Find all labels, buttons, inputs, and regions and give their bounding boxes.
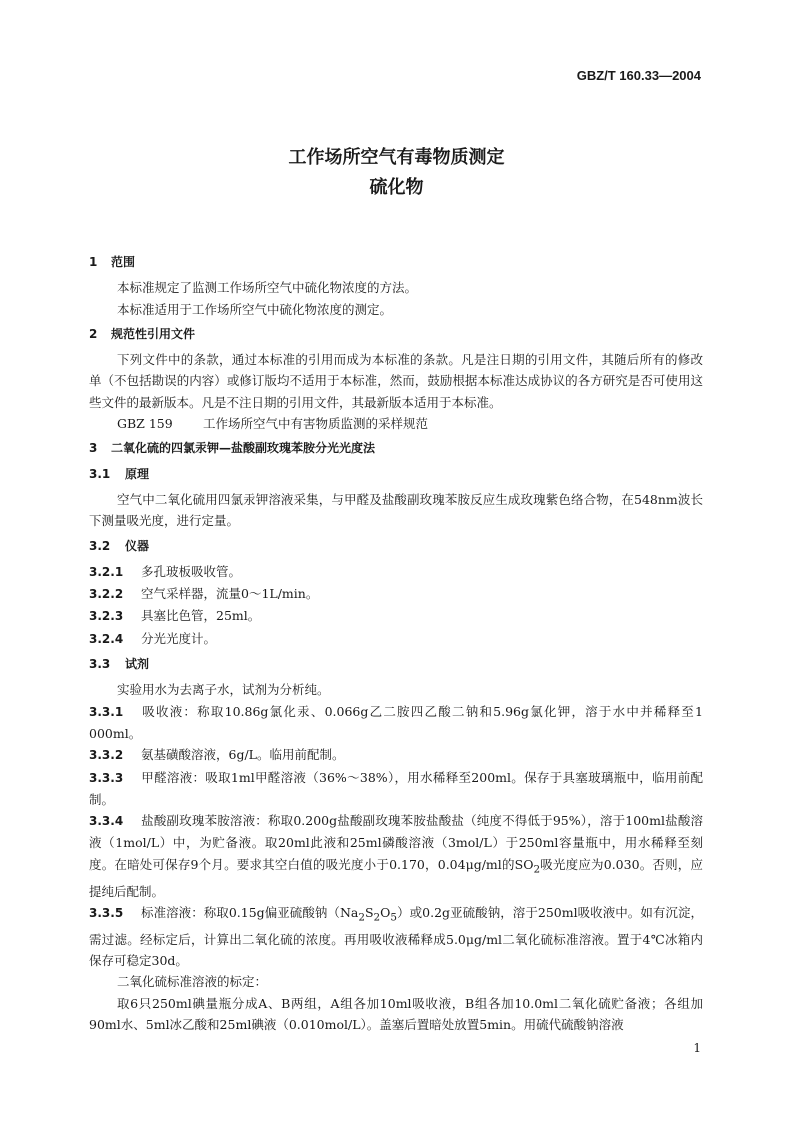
- document-body: [89, 248, 703, 1035]
- item-number: 3.2.1: [89, 564, 124, 579]
- item-text: 具塞比色管，25ml。: [141, 608, 261, 624]
- section-number: 3.1: [89, 466, 111, 481]
- item-number: 3.3.2: [89, 748, 124, 763]
- section-title: 仪器: [125, 538, 150, 553]
- list-item: [89, 583, 703, 605]
- subscript: 5: [390, 911, 398, 924]
- item-number: 3.3.3: [89, 770, 124, 785]
- section-title: 范围: [111, 255, 136, 269]
- item-text: S: [364, 904, 374, 920]
- reagent-item: [89, 744, 703, 766]
- title-line-1: 工作场所空气有毒物质测定: [288, 147, 505, 168]
- paragraph: 空气中二氧化硫用四氯汞钾溶液采集，与甲醛及盐酸副玫瑰苯胺反应生成玫瑰紫色络合物，在548nm波长下测量吸光度，进行定量。: [89, 491, 703, 529]
- subscript: 2: [533, 863, 541, 876]
- paragraph: 实验用水为去离子水，试剂为分析纯。: [117, 682, 330, 698]
- title-line-2: 硫化物: [369, 177, 424, 198]
- section-number: 3: [89, 441, 98, 456]
- item-text: 盐酸副玫瑰苯胺溶液：称取0.200g盐酸副玫瑰苯胺盐酸盐（纯度不得低于95%），溶于100ml盐酸溶液（1mol/L）中，为贮备液。取20ml此液和25ml磷酸溶液（3mol/L）于250ml容量瓶中，用水稀释至刻度。在暗处可保存9个月。要求其空白值的吸光度小于0.170，0.04μg/ml的SO: [89, 813, 703, 872]
- reference-title: 工作场所空气中有害物质监测的采样规范: [203, 416, 429, 432]
- item-text: 氨基磺酸溶液，6g/L。临用前配制。: [141, 747, 345, 763]
- page-number: 1: [693, 1041, 701, 1055]
- section-title: 规范性引用文件: [111, 326, 196, 341]
- reference-code: GBZ 159: [117, 416, 173, 432]
- section-number: 3.2: [89, 538, 111, 553]
- item-number: 3.2.4: [89, 631, 124, 646]
- document-title: [0, 143, 793, 203]
- section-title: 原理: [125, 466, 150, 481]
- section-number: 1: [89, 255, 98, 269]
- section-title: 二氧化硫的四氯汞钾—盐酸副玫瑰苯胺分光光度法: [111, 441, 376, 456]
- section-title: 试剂: [125, 657, 150, 672]
- item-text: 多孔玻板吸收管。: [141, 563, 242, 579]
- paragraph: 取6只250ml碘量瓶分成A、B两组，A组各加10ml吸收液，B组各加10.0ml二氧化硫贮备液；各组加90ml水、5ml冰乙酸和25ml碘液（0.010mol/L）。盖塞后置暗处放置5min。用硫代硫酸钠溶液: [89, 995, 703, 1032]
- item-text: 空气采样器，流量0～1L/min。: [141, 586, 319, 602]
- item-text: ）或0.2g亚硫酸钠，溶于250ml吸收液中。如有沉淀，需过滤。经标定后，计算出二氧化硫的浓度。再用吸收液稀释成5.0μg/ml二氧化硫标准溶液。置于4℃冰箱内保存可稳定30d。: [89, 904, 703, 968]
- reagent-item: [89, 767, 703, 811]
- paragraph: 本标准适用于工作场所空气中硫化物浓度的测定。: [117, 301, 393, 317]
- item-number: 3.3.5: [89, 905, 124, 920]
- subscript: 2: [358, 911, 365, 924]
- item-text: 标准溶液：称取0.15g偏亚硫酸钠（Na: [141, 904, 359, 920]
- normative-reference: [89, 413, 703, 434]
- standard-code: GBZ/T 160.33—2004: [576, 68, 701, 83]
- section-3-2-heading: [89, 536, 703, 557]
- item-text: 甲醛溶液：吸取1ml甲醛溶液（36%～38%），用水稀释至200ml。保存于具塞玻璃瓶中，临用前配制。: [89, 769, 703, 807]
- reagent-item: [89, 902, 703, 971]
- paragraph: 二氧化硫标准溶液的标定：: [117, 974, 268, 990]
- list-item: [89, 628, 703, 650]
- item-number: 3.2.2: [89, 587, 124, 602]
- section-number: 3.3: [89, 657, 111, 672]
- reagent-item: [89, 701, 703, 745]
- item-text: 吸收液：称取10.86g氯化汞、0.066g乙二胺四乙酸二钠和5.96g氯化钾，溶于水中并稀释至1 000ml。: [89, 703, 703, 741]
- section-number: 2: [89, 326, 98, 341]
- section-3-1-heading: [89, 464, 703, 485]
- section-1-heading: [89, 252, 703, 273]
- item-number: 3.3.4: [89, 814, 124, 829]
- list-item: [89, 561, 703, 583]
- subscript: 2: [373, 911, 381, 924]
- section-3-3-heading: [89, 654, 703, 675]
- reagent-item: [89, 810, 703, 902]
- item-number: 3.3.1: [89, 704, 124, 719]
- section-3-heading: [89, 438, 703, 459]
- item-text: 分光光度计。: [141, 630, 217, 646]
- section-2-heading: [89, 324, 703, 345]
- paragraph: 本标准规定了监测工作场所空气中硫化物浓度的方法。: [117, 280, 418, 296]
- paragraph: 下列文件中的条款，通过本标准的引用而成为本标准的条款。凡是注日期的引用文件，其随后所有的修改单（不包括勘误的内容）或修订版均不适用于本标准，然而，鼓励根据本标准达成协议的各方研究是否可使用这些文件的最新版本。凡是不注日期的引用文件，其最新版本适用于本标准。: [89, 352, 703, 410]
- item-text: O: [380, 904, 391, 920]
- item-text: 吸光度应为0.030。否则，应提纯后配制。: [89, 856, 703, 899]
- list-item: [89, 605, 703, 627]
- item-number: 3.2.3: [89, 609, 124, 624]
